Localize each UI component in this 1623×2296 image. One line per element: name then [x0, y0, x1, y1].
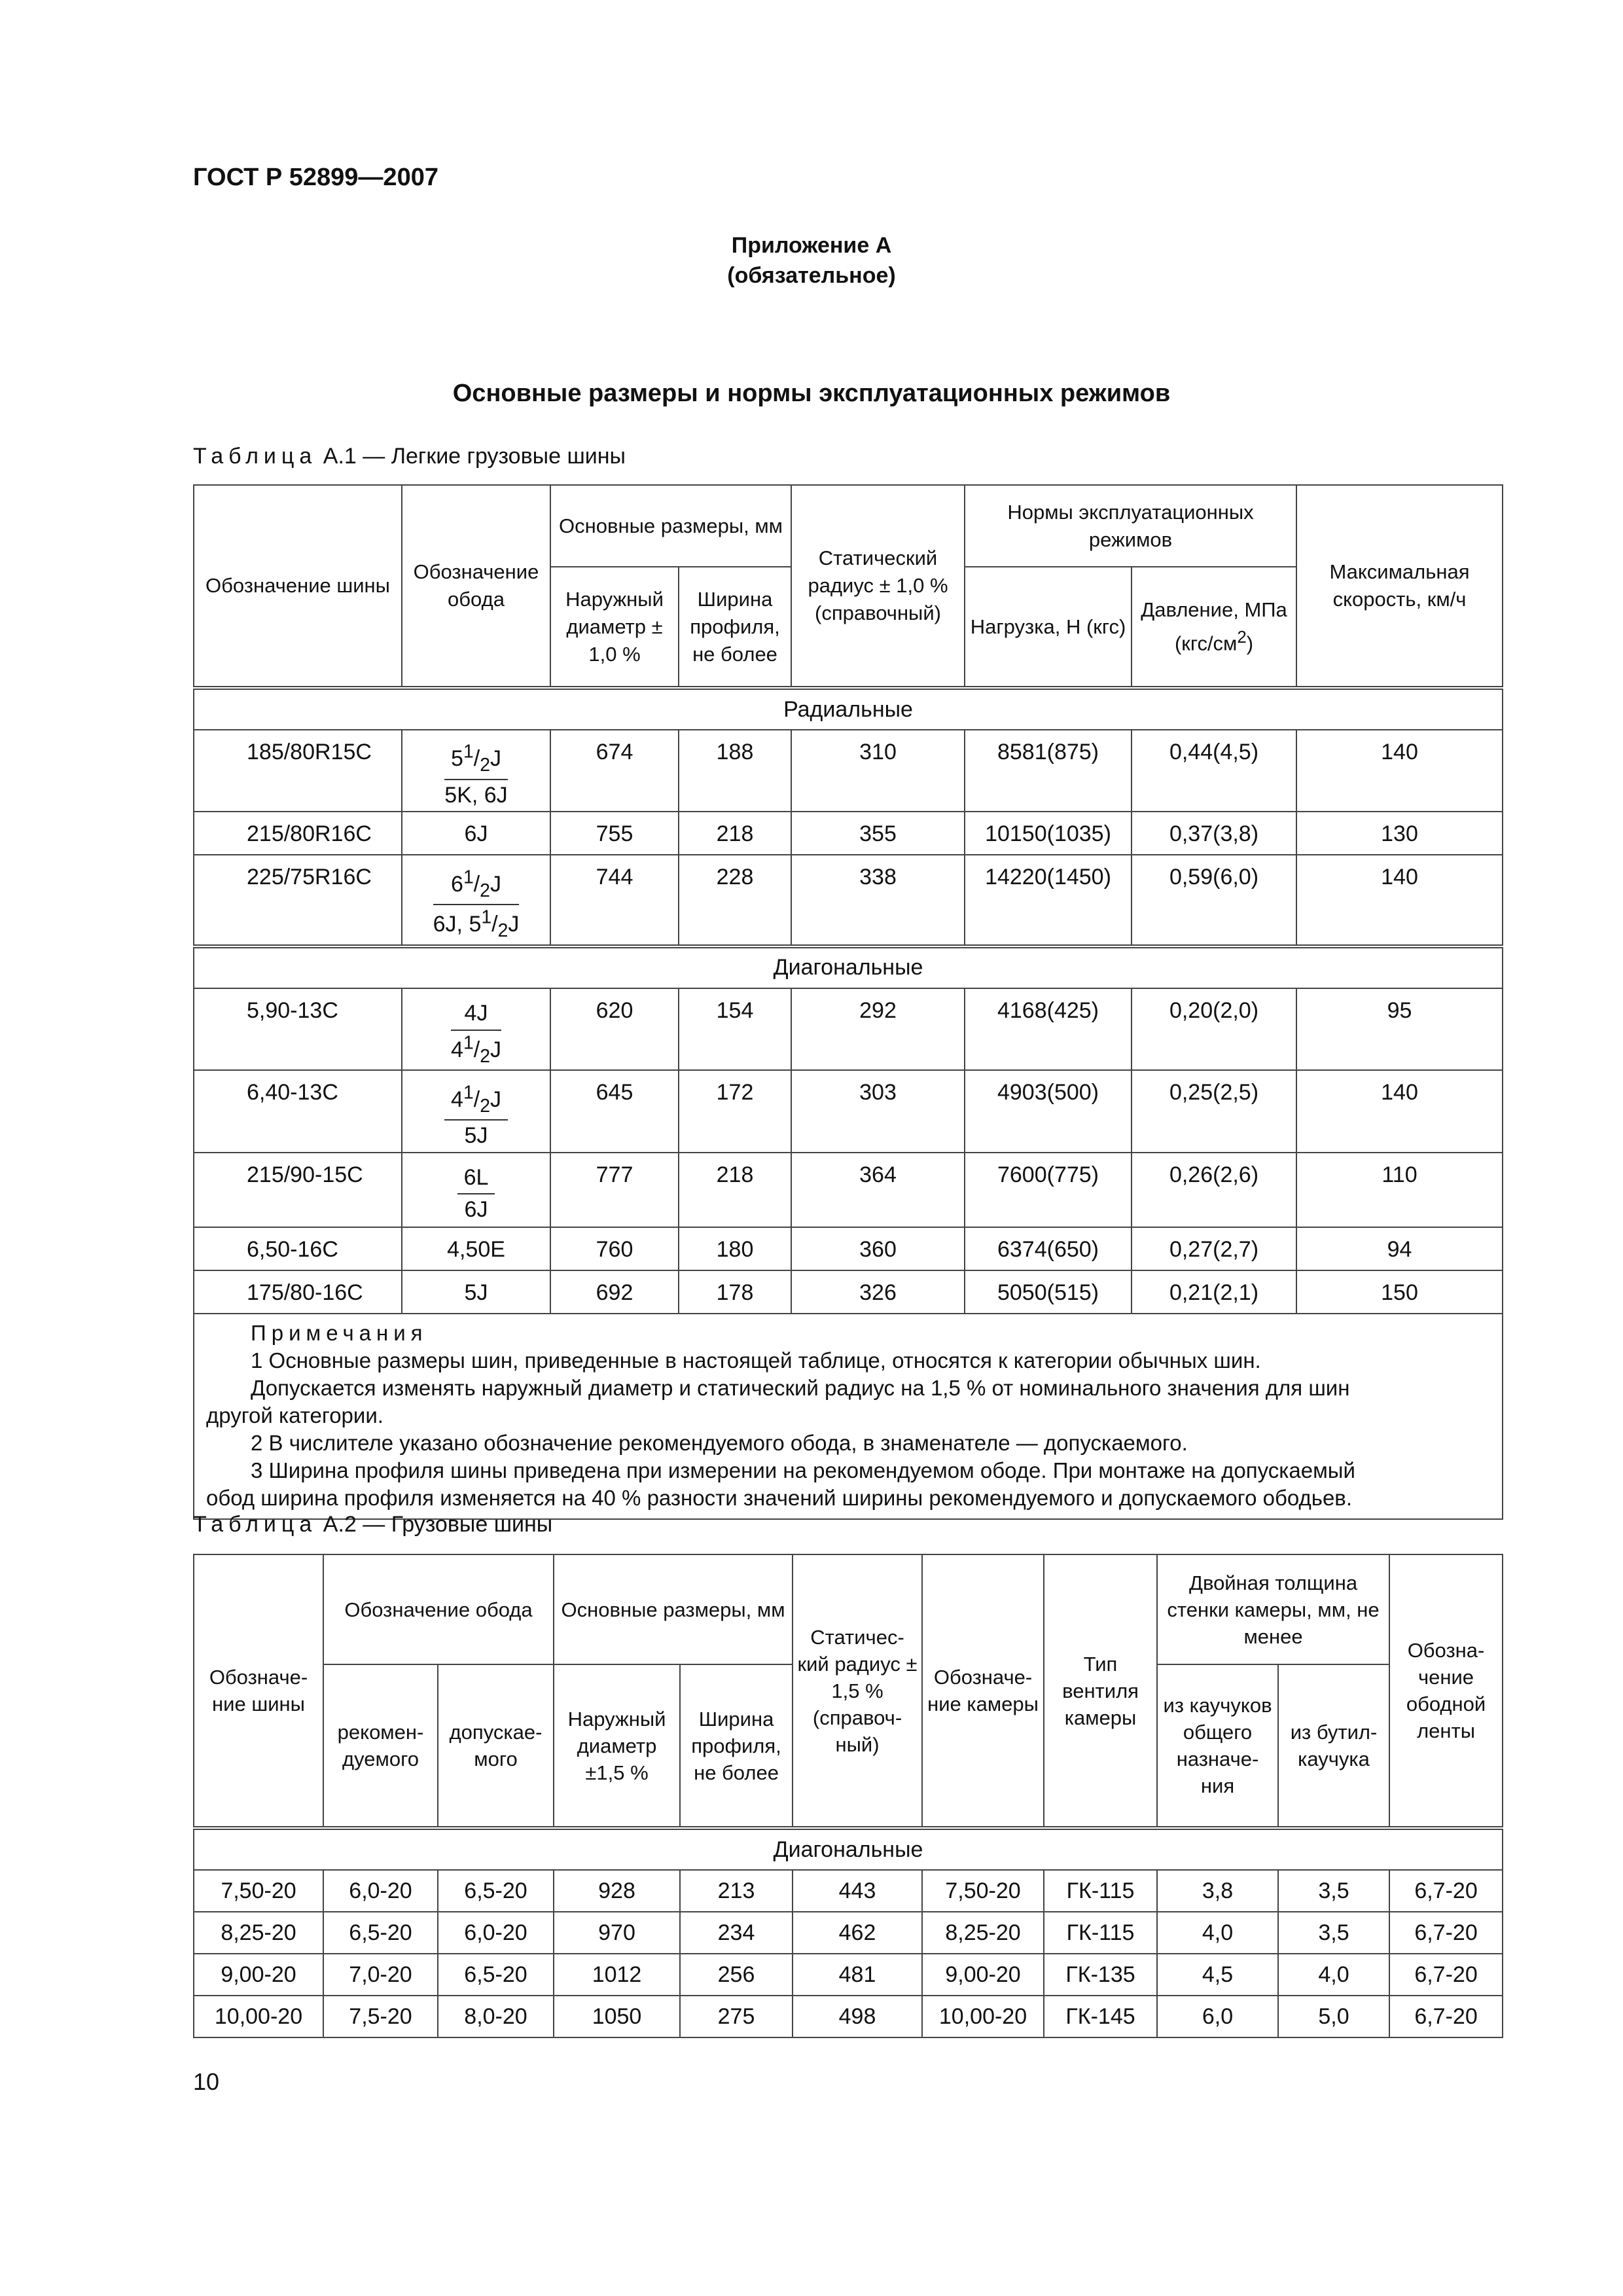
load: 14220(1450) — [965, 855, 1132, 946]
t2-header-tube: Обозначе-ние камеры — [922, 1554, 1044, 1828]
rim-fraction-numerator: 1 — [463, 1032, 474, 1054]
table2-caption-word: Таблица — [193, 1512, 317, 1537]
flap-designation: 6,7-20 — [1389, 1954, 1503, 1996]
profile-width: 154 — [679, 988, 791, 1070]
tube-designation: 10,00-20 — [922, 1996, 1044, 2037]
tube-designation: 8,25-20 — [922, 1912, 1044, 1954]
rim-fraction-denominator: 2 — [497, 920, 508, 942]
t2-header-flap: Обозна-чение ободной ленты — [1389, 1554, 1503, 1828]
wall-butyl: 3,5 — [1278, 1870, 1389, 1912]
table-row — [194, 1070, 1503, 1152]
static-radius: 364 — [791, 1153, 965, 1227]
t2-header-outer-diameter: Наружный диаметр ±1,5 % — [554, 1664, 680, 1828]
static-radius: 498 — [793, 1996, 922, 2037]
outer-diameter: 1050 — [554, 1996, 680, 2037]
t2-header-rim-allowed: допускае-мого — [438, 1664, 554, 1828]
t2-header-width: Ширина профиля, не более — [680, 1664, 793, 1828]
static-radius: 326 — [791, 1270, 965, 1314]
rim-recommended: 7,0-20 — [323, 1954, 438, 1996]
rim-value: 4J — [464, 1000, 488, 1026]
outer-diameter: 620 — [550, 988, 679, 1070]
table1-caption-word: Таблица — [193, 444, 317, 469]
static-radius: 462 — [793, 1912, 922, 1954]
table-row — [194, 1954, 1503, 1996]
t1-header-static-radius: Статический радиус ± 1,0 % (справочный) — [791, 485, 965, 688]
valve-type: ГК-135 — [1044, 1954, 1157, 1996]
rim-value: 6J — [464, 1197, 488, 1223]
note-line: Допускается изменять наружный диаметр и статический радиус на 1,5 % от номинального значения для шин — [251, 1375, 1350, 1400]
notes-row — [194, 1314, 1503, 1519]
t2-header-wall-butyl: из бутил-каучука — [1278, 1664, 1389, 1828]
rim-allowed: 6,0-20 — [438, 1912, 554, 1954]
profile-width: 188 — [679, 730, 791, 812]
static-radius: 310 — [791, 730, 965, 812]
pressure: 0,37(3,8) — [1132, 812, 1296, 855]
rim-fraction-denominator: 2 — [480, 1045, 490, 1067]
outer-diameter: 1012 — [554, 1954, 680, 1996]
static-radius: 303 — [791, 1070, 965, 1152]
rim-value: 6J, 5 — [433, 912, 482, 937]
t2-group-diagonal-label: Диагональные — [194, 1828, 1503, 1870]
rim-allowed: $4^1/_2J$ — [451, 1032, 501, 1067]
annex-title: Приложение А — [731, 233, 892, 258]
tire-designation: 8,25-20 — [194, 1912, 323, 1954]
notes-title: Примечания — [251, 1320, 428, 1345]
page-number: 10 — [193, 2068, 220, 2095]
load: 5050(515) — [965, 1270, 1132, 1314]
rim-value: 5K, 6J — [444, 782, 508, 808]
pressure: 0,25(2,5) — [1132, 1070, 1296, 1152]
t1-header-main-dims: Основные размеры, мм — [550, 485, 791, 567]
load: 7600(775) — [965, 1153, 1132, 1227]
rim-recommended: $5^1/_2J$ — [444, 740, 508, 780]
rim-fraction — [444, 1080, 508, 1151]
table2-caption — [193, 1512, 552, 1537]
profile-width: 172 — [679, 1070, 791, 1152]
rim-designation — [402, 1070, 550, 1152]
table2-caption-title: А.2 — Грузовые шины — [323, 1512, 553, 1537]
pressure: 0,59(6,0) — [1132, 855, 1296, 946]
wall-rubber: 4,0 — [1157, 1912, 1278, 1954]
t1-header-pressure: Давление, МПа $(кгс/см^2)$ — [1132, 567, 1296, 688]
rim-allowed: 8,0-20 — [438, 1996, 554, 2037]
rim-recommended: $6^1/_2J$ — [433, 865, 520, 905]
t1-group-diagonal-row — [194, 946, 1503, 988]
rim-recommended: 6,5-20 — [323, 1912, 438, 1954]
profile-width: 213 — [680, 1870, 793, 1912]
rim-fraction-denominator: 2 — [480, 1095, 490, 1117]
outer-diameter: 760 — [550, 1227, 679, 1270]
annex-status: (обязательное) — [727, 263, 896, 288]
valve-type: ГК-115 — [1044, 1912, 1157, 1954]
table1-caption — [193, 444, 626, 469]
table-row — [194, 730, 1503, 812]
t1-group-radial-label: Радиальные — [194, 688, 1503, 730]
profile-width: 218 — [679, 812, 791, 855]
rim-fraction-numerator: 1 — [481, 907, 492, 929]
table-row — [194, 855, 1503, 946]
rim-value: 5J — [464, 1123, 488, 1149]
pressure: 0,26(2,6) — [1132, 1153, 1296, 1227]
profile-width: 256 — [680, 1954, 793, 1996]
rim-fraction — [444, 740, 508, 811]
t1-header-load: Нагрузка, Н (кгс) — [965, 567, 1132, 688]
max-speed: 94 — [1296, 1227, 1503, 1270]
table-row — [194, 1912, 1503, 1954]
rim-fraction — [451, 998, 501, 1069]
rim-recommended — [457, 1162, 495, 1195]
rim-allowed — [444, 780, 508, 812]
wall-rubber: 4,5 — [1157, 1954, 1278, 1996]
static-radius: 355 — [791, 812, 965, 855]
rim-recommended: 6,0-20 — [323, 1870, 438, 1912]
load: 10150(1035) — [965, 812, 1132, 855]
rim-fraction-numerator: 1 — [463, 742, 474, 762]
pressure: 0,44(4,5) — [1132, 730, 1296, 812]
tire-designation: 215/80R16C — [194, 812, 402, 855]
rim-value: 6 — [451, 871, 463, 897]
tire-designation: 215/90-15C — [194, 1153, 402, 1227]
t2-header-rim: Обозначение обода — [323, 1554, 554, 1664]
t1-header-speed: Максимальная скорость, км/ч — [1296, 485, 1503, 688]
t1-header-norms: Нормы эксплуатационных режимов — [965, 485, 1296, 567]
load: 6374(650) — [965, 1227, 1132, 1270]
table-row — [194, 1870, 1503, 1912]
t1-header-width: Ширина профиля, не более — [679, 567, 791, 688]
rim-fraction-numerator: 1 — [463, 867, 474, 888]
wall-rubber: 3,8 — [1157, 1870, 1278, 1912]
t2-header-static-radius: Статичес-кий радиус ± 1,5 % (справоч-ный) — [793, 1554, 922, 1828]
rim-value: 4 — [451, 1037, 463, 1062]
table-row — [194, 1270, 1503, 1314]
outer-diameter: 777 — [550, 1153, 679, 1227]
flap-designation: 6,7-20 — [1389, 1996, 1503, 2037]
tire-designation: 7,50-20 — [194, 1870, 323, 1912]
table-row — [194, 1996, 1503, 2037]
rim-designation: 5J — [402, 1270, 550, 1314]
rim-fraction — [457, 1162, 495, 1226]
profile-width: 234 — [680, 1912, 793, 1954]
table-a2 — [193, 1554, 1503, 2038]
outer-diameter: 970 — [554, 1912, 680, 1954]
t2-header-rim-recommended: рекомен-дуемого — [323, 1664, 438, 1828]
load: 4168(425) — [965, 988, 1132, 1070]
static-radius: 481 — [793, 1954, 922, 1996]
tire-designation: 185/80R15C — [194, 730, 402, 812]
pressure: 0,27(2,7) — [1132, 1227, 1296, 1270]
note-line: 3 Ширина профиля шины приведена при измерении на рекомендуемом ободе. При монтаже на допускаемый — [251, 1458, 1355, 1482]
rim-allowed — [457, 1194, 495, 1226]
table-row — [194, 1227, 1503, 1270]
profile-width: 180 — [679, 1227, 791, 1270]
wall-rubber: 6,0 — [1157, 1996, 1278, 2037]
rim-value: 5 — [451, 746, 463, 772]
outer-diameter: 674 — [550, 730, 679, 812]
tube-designation: 7,50-20 — [922, 1870, 1044, 1912]
table-a1 — [193, 484, 1503, 1520]
t1-header-tire: Обозначение шины — [194, 485, 402, 688]
annex-heading — [0, 230, 1623, 291]
max-speed: 130 — [1296, 812, 1503, 855]
rim-fraction — [433, 865, 520, 944]
profile-width: 178 — [679, 1270, 791, 1314]
profile-width: 218 — [679, 1153, 791, 1227]
tire-designation: 175/80-16C — [194, 1270, 402, 1314]
t1-group-radial-row — [194, 688, 1503, 730]
document-header: ГОСТ Р 52899—2007 — [193, 164, 438, 191]
max-speed: 140 — [1296, 730, 1503, 812]
tube-designation: 9,00-20 — [922, 1954, 1044, 1996]
valve-type: ГК-115 — [1044, 1870, 1157, 1912]
flap-designation: 6,7-20 — [1389, 1870, 1503, 1912]
rim-allowed — [444, 1121, 508, 1152]
outer-diameter: 645 — [550, 1070, 679, 1152]
rim-recommended: 7,5-20 — [323, 1996, 438, 2037]
rim-designation — [402, 855, 550, 946]
t2-header-wall-rubber: из каучуков общего назначе-ния — [1157, 1664, 1278, 1828]
max-speed: 140 — [1296, 1070, 1503, 1152]
outer-diameter: 755 — [550, 812, 679, 855]
rim-designation — [402, 988, 550, 1070]
table-row — [194, 1153, 1503, 1227]
wall-butyl: 5,0 — [1278, 1996, 1389, 2037]
wall-butyl: 3,5 — [1278, 1912, 1389, 1954]
rim-suffix: J — [490, 746, 501, 772]
t1-header-outer-diameter: Наружный диаметр ± 1,0 % — [550, 567, 679, 688]
profile-width: 275 — [680, 1996, 793, 2037]
t2-header-wall: Двойная толщина стенки камеры, мм, не менее — [1157, 1554, 1389, 1664]
note-line: 2 В числителе указано обозначение рекомендуемого обода, в знаменателе — допускаемого. — [251, 1430, 1188, 1455]
static-radius: 338 — [791, 855, 965, 946]
outer-diameter: 928 — [554, 1870, 680, 1912]
outer-diameter: 692 — [550, 1270, 679, 1314]
pressure: 0,20(2,0) — [1132, 988, 1296, 1070]
flap-designation: 6,7-20 — [1389, 1912, 1503, 1954]
rim-recommended: $4^1/_2J$ — [444, 1080, 508, 1121]
valve-type: ГК-145 — [1044, 1996, 1157, 2037]
section-title: Основные размеры и нормы эксплуатационных режимов — [452, 380, 1171, 407]
t2-header-valve: Тип вентиля камеры — [1044, 1554, 1157, 1828]
tire-designation: 5,90-13C — [194, 988, 402, 1070]
rim-allowed: 6,5-20 — [438, 1870, 554, 1912]
rim-fraction-numerator: 1 — [463, 1082, 474, 1103]
t2-header-main-dims: Основные размеры, мм — [554, 1554, 793, 1664]
t1-group-diagonal-label: Диагональные — [194, 946, 1503, 988]
wall-butyl: 4,0 — [1278, 1954, 1389, 1996]
table-row — [194, 988, 1503, 1070]
rim-suffix: J — [490, 1037, 501, 1062]
note-line: 1 Основные размеры шин, приведенные в настоящей таблице, относятся к категории обычных шин. — [251, 1348, 1261, 1372]
load: 4903(500) — [965, 1070, 1132, 1152]
load: 8581(875) — [965, 730, 1132, 812]
note-line: другой категории. — [206, 1403, 383, 1427]
static-radius: 360 — [791, 1227, 965, 1270]
rim-value: 4 — [451, 1086, 463, 1112]
table1-caption-title: А.1 — Легкие грузовые шины — [323, 444, 626, 469]
rim-fraction-denominator: 2 — [480, 755, 490, 776]
rim-designation: 4,50E — [402, 1227, 550, 1270]
tire-designation: 9,00-20 — [194, 1954, 323, 1996]
t2-header-tire: Обозначе-ние шины — [194, 1554, 323, 1828]
tire-designation: 225/75R16C — [194, 855, 402, 946]
rim-suffix: J — [490, 1086, 501, 1112]
tire-designation: 10,00-20 — [194, 1996, 323, 2037]
static-radius: 443 — [793, 1870, 922, 1912]
rim-designation — [402, 1153, 550, 1227]
rim-fraction-denominator: 2 — [480, 880, 490, 901]
tire-designation: 6,40-13C — [194, 1070, 402, 1152]
profile-width: 228 — [679, 855, 791, 946]
max-speed: 150 — [1296, 1270, 1503, 1314]
rim-value: 6L — [463, 1164, 489, 1190]
rim-suffix: J — [490, 871, 501, 897]
outer-diameter: 744 — [550, 855, 679, 946]
pressure: 0,21(2,1) — [1132, 1270, 1296, 1314]
max-speed: 110 — [1296, 1153, 1503, 1227]
rim-suffix: J — [508, 912, 520, 937]
max-speed: 140 — [1296, 855, 1503, 946]
t1-header-rim: Обозначение обода — [402, 485, 550, 688]
max-speed: 95 — [1296, 988, 1503, 1070]
note-line: обод ширина профиля изменяется на 40 % разности значений ширины рекомендуемого и допускаемого ободьев. — [206, 1485, 1352, 1510]
table-row — [194, 812, 1503, 855]
rim-allowed: 6J, $5^1/_2J$ — [433, 907, 520, 942]
static-radius: 292 — [791, 988, 965, 1070]
rim-allowed: 6,5-20 — [438, 1954, 554, 1996]
rim-designation — [402, 730, 550, 812]
t2-group-diagonal-row — [194, 1828, 1503, 1870]
rim-recommended — [451, 998, 501, 1031]
table1-notes — [194, 1314, 1503, 1519]
rim-designation: 6J — [402, 812, 550, 855]
tire-designation: 6,50-16C — [194, 1227, 402, 1270]
